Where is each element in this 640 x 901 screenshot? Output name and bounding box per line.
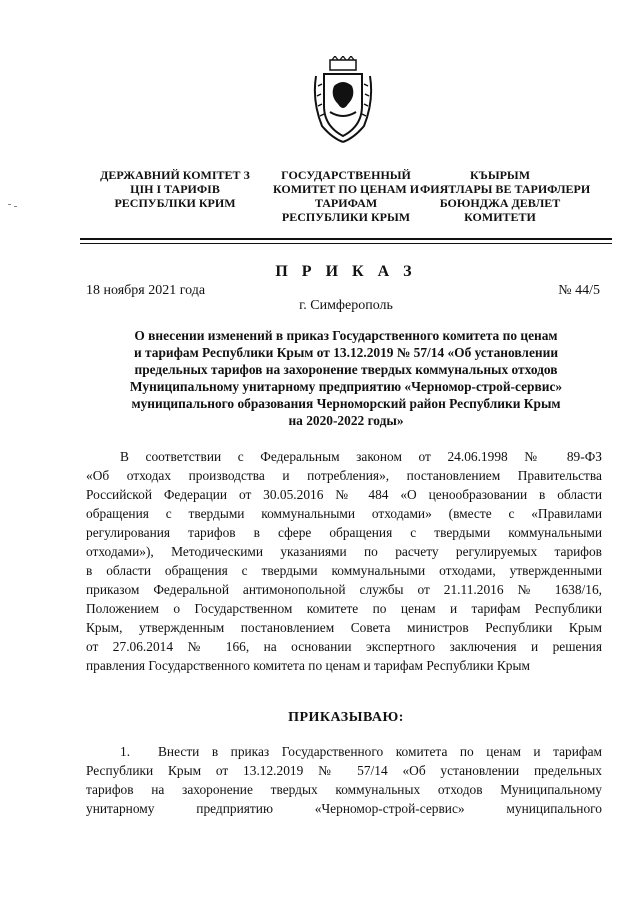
header-russian [266,168,426,224]
header-ukrainian-line-3: РЕСПУБЛІКИ КРИМ [114,196,236,210]
preamble-line: приказом Федеральной антимонопольной службы от 21.11.2016 № 1638/16, [86,582,602,597]
preamble-line: В соответствии с Федеральным законом от 24.06.1998 № 89-ФЗ [120,449,602,464]
subject-line: О внесении изменений в приказ Государственного комитета по ценам [134,328,558,343]
order-item-text: Внести в приказ Государственного комитета по ценам и тарифам [158,744,602,759]
header-ukrainian-line-1: ДЕРЖАВНИЙ КОМІТЕТ З [100,168,250,182]
header-russian-line-4: РЕСПУБЛИКИ КРЫМ [281,210,411,224]
order-item-line: унитарному предприятию «Черномор-строй-сервис» муниципального [86,801,602,816]
header-crimean-tatar-line-4: КОМИТЕТИ [464,210,536,224]
preamble-line: в области обращения с твердыми коммунальными отходами, утвержденными [86,563,602,578]
preamble-paragraph [86,447,602,675]
preamble-line: обращения с твердыми коммунальными отходами» (вместе с «Правилами [86,506,602,521]
header-russian-line-3: ТАРИФАМ [314,196,378,210]
preamble-line: отходами»), Методическими указаниями по расчету регулируемых тарифов [86,544,602,559]
preamble-line: правления Государственного комитета по ценам и тарифам Республики Крым [86,658,530,673]
preamble-line: от 27.06.2014 № 166, на основании экспертного заключения и решения [86,639,602,654]
header-divider-thick [80,238,612,240]
subject-line: Муниципальному унитарному предприятию «Черномор-строй-сервис» [129,379,563,394]
subject-line: муниципального образования Черноморский район Республики Крым [131,396,561,411]
crimea-coat-of-arms-icon [312,56,374,146]
document-subject [88,327,604,429]
document-date: 18 ноября 2021 года [86,283,206,298]
header-crimean-tatar-line-3: БОЮНДЖА ДЕВЛЕТ [439,196,561,210]
header-ukrainian-line-2: ЦІН І ТАРИФІВ [130,182,220,196]
order-item-line: Республики Крым от 13.12.2019 № 57/14 «Об установлении предельных [86,763,602,778]
order-item-line: тарифов на захоронение твердых коммунальных отходов Муниципальному [86,782,602,797]
order-item-1 [86,742,602,818]
order-item-number: 1. [120,744,131,759]
subject-line: предельных тарифов на захоронение твердых коммунальных отходов [134,362,558,377]
subject-line: на 2020-2022 годы» [288,413,404,428]
header-russian-line-2: КОМИТЕТ ПО ЦЕНАМ И [272,182,420,196]
header-crimean-tatar [420,168,591,224]
preamble-line: Положением о Государственном комитете по ценам и тарифам Республики [86,601,602,616]
scan-speck [14,206,17,207]
order-item-line [86,742,602,761]
preamble-line: «Об отходах производства и потребления», постановлением Правительства [86,468,602,483]
document-city: г. Симферополь [299,298,393,313]
preamble-line: Российской Федерации от 30.05.2016 № 484 «О ценообразовании в области [86,487,602,502]
preamble-line: Крым, утвержденным постановлением Совета министров Республики Крым [86,620,602,635]
header-divider-thin [80,243,612,244]
scan-speck [8,204,11,205]
document-title: П Р И К А З [275,263,417,280]
header-ukrainian [80,168,270,210]
header-crimean-tatar-line-2: ФИЯТЛАРЫ ВЕ ТАРИФЛЕРИ [420,182,591,196]
header-crimean-tatar-line-1: КЪЫРЫМ [469,168,531,182]
preamble-line: регулирования тарифов в сфере обращения с твердыми коммунальными [86,525,602,540]
subject-line: и тарифам Республики Крым от 13.12.2019 № 57/14 «Об установлении [133,345,559,360]
document-number: № 44/5 [558,283,600,298]
resolution-heading: ПРИКАЗЫВАЮ: [288,710,404,725]
header-russian-line-1: ГОСУДАРСТВЕННЫЙ [281,168,411,182]
